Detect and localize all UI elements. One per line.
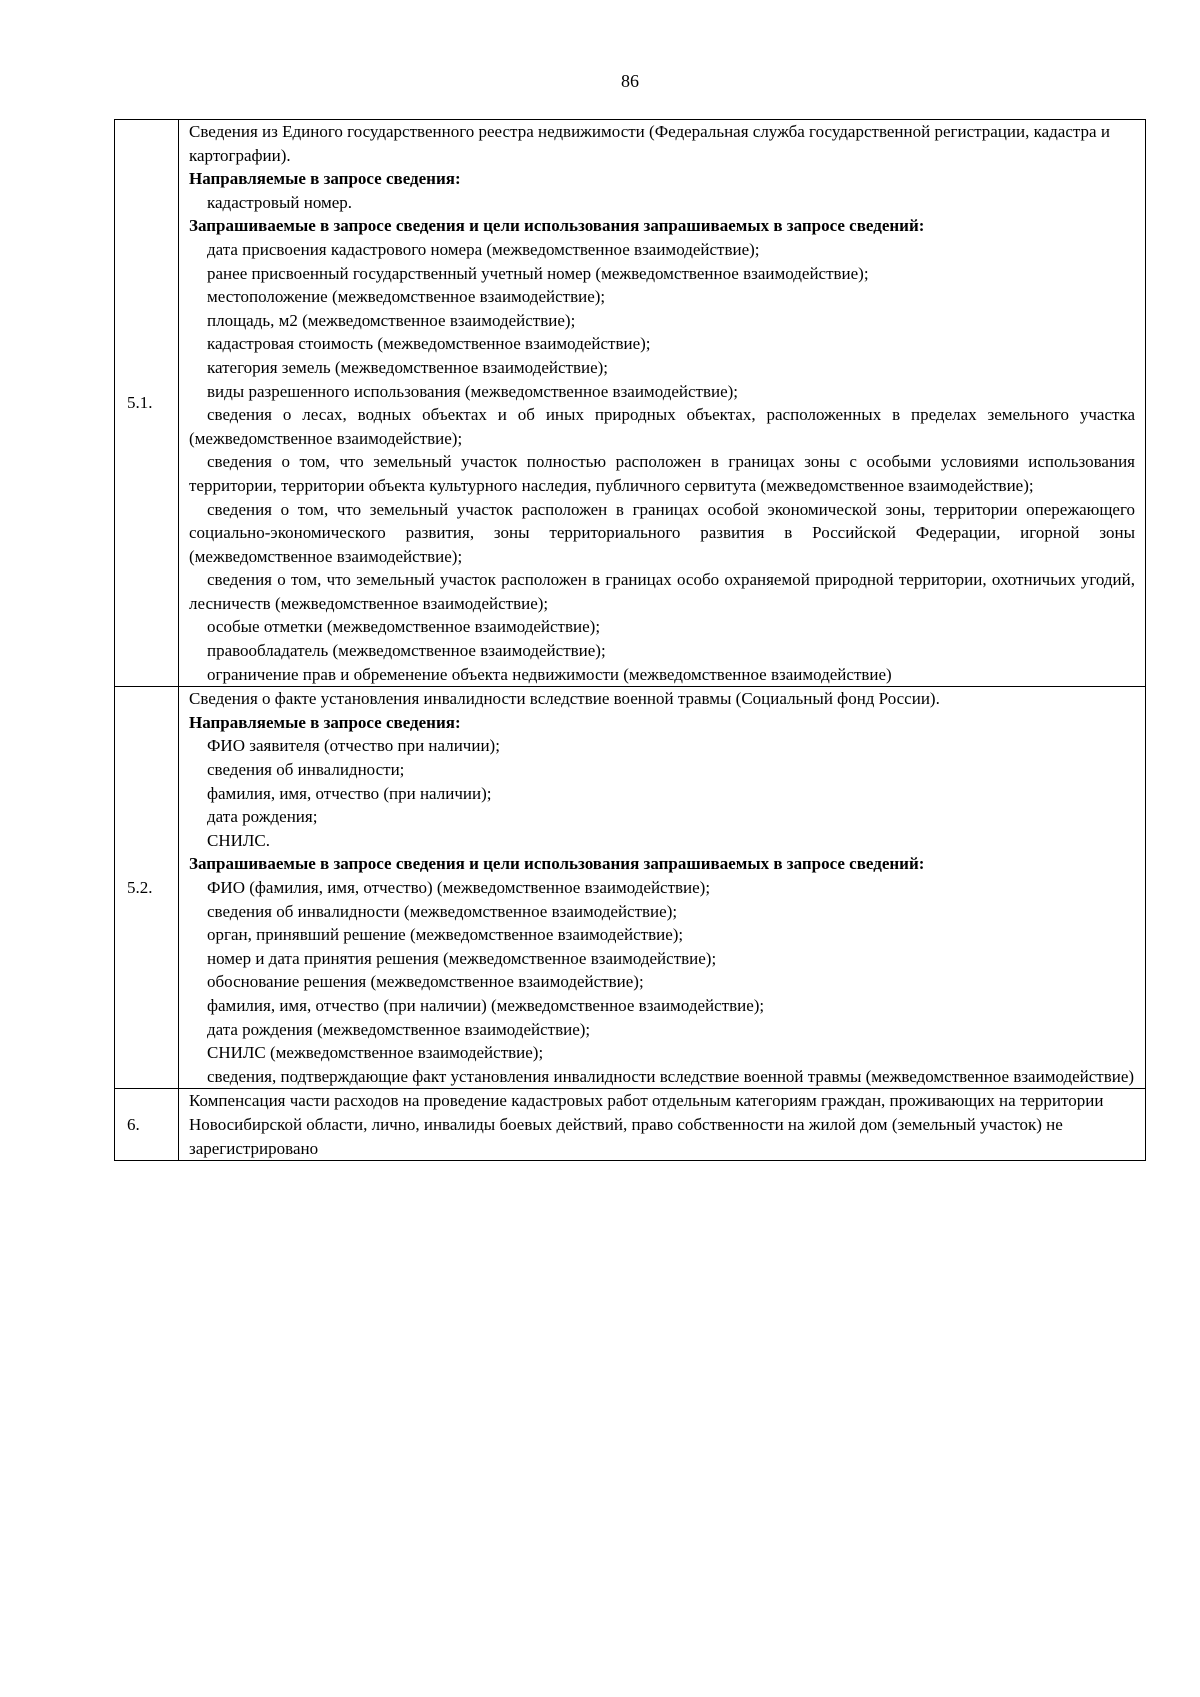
table-row — [115, 1089, 1146, 1161]
page-number: 86 — [621, 71, 639, 91]
list-item: кадастровый номер. — [207, 192, 353, 212]
paragraph: Сведения из Единого государственного реестра недвижимости (Федеральная служба государственной регистрации, кадастра и картографии). — [189, 122, 1110, 165]
list-item: сведения о том, что земельный участок расположен в границах особо охраняемой природной территории, охотничьих угодий, лесничеств (межведомственное взаимодействие); — [189, 570, 1135, 613]
section-heading: Направляемые в запросе сведения: — [189, 712, 461, 732]
row-content — [179, 120, 1146, 687]
row-number: 6. — [115, 1089, 179, 1161]
section-heading: Запрашиваемые в запросе сведения и цели использования запрашиваемых в запросе сведений: — [189, 854, 925, 874]
row-content — [179, 1089, 1146, 1161]
list-item: ФИО (фамилия, имя, отчество) (межведомственное взаимодействие); — [207, 878, 711, 897]
list-item: особые отметки (межведомственное взаимодействие); — [207, 617, 601, 637]
table-row — [115, 687, 1146, 1089]
row-number: 5.1. — [115, 120, 179, 687]
list-item: сведения о том, что земельный участок расположен в границах особой экономической зоны, территории опережающего социально-экономического развития, зоны территориального развития в Российской Федерации, игорной зоны (межведомственное взаимодействие); — [189, 499, 1135, 566]
list-item: категория земель (межведомственное взаимодействие); — [207, 357, 609, 377]
table-row — [115, 120, 1146, 687]
document-table — [114, 119, 1146, 1161]
list-item: сведения о том, что земельный участок полностью расположен в границах зоны с особыми условиями использования территории, территории объекта культурного наследия, публичного сервитута (межведомственное взаимодействие); — [189, 452, 1135, 495]
row-number: 5.2. — [115, 687, 179, 1089]
list-item: сведения об инвалидности; — [207, 760, 405, 780]
list-item: обоснование решения (межведомственное взаимодействие); — [207, 972, 644, 992]
list-item: орган, принявший решение (межведомственное взаимодействие); — [207, 925, 684, 945]
list-item: ФИО заявителя (отчество при наличии); — [207, 736, 500, 756]
list-item: местоположение (межведомственное взаимодействие); — [207, 287, 606, 307]
list-item: виды разрешенного использования (межведомственное взаимодействие); — [207, 381, 739, 401]
list-item: СНИЛС (межведомственное взаимодействие); — [207, 1043, 544, 1063]
list-item: площадь, м2 (межведомственное взаимодействие); — [207, 310, 576, 330]
list-item: кадастровая стоимость (межведомственное взаимодействие); — [207, 334, 651, 354]
row-content — [179, 687, 1146, 1089]
list-item: дата рождения (межведомственное взаимодействие); — [207, 1019, 591, 1039]
list-item: сведения об инвалидности (межведомственное взаимодействие); — [207, 901, 678, 921]
paragraph: Сведения о факте установления инвалидности вследствие военной травмы (Социальный фонд России). — [189, 689, 940, 709]
list-item: номер и дата принятия решения (межведомственное взаимодействие); — [207, 948, 717, 968]
list-item: ограничение прав и обременение объекта недвижимости (межведомственное взаимодействие) — [207, 664, 892, 684]
section-heading: Запрашиваемые в запросе сведения и цели использования запрашиваемых в запросе сведений: — [189, 216, 925, 236]
list-item: сведения о лесах, водных объектах и об иных природных объектах, расположенных в пределах земельного участка (межведомственное взаимодействие); — [189, 405, 1135, 448]
list-item: правообладатель (межведомственное взаимодействие); — [207, 641, 606, 661]
list-item: дата присвоения кадастрового номера (межведомственное взаимодействие); — [207, 239, 760, 259]
list-item: ранее присвоенный государственный учетный номер (межведомственное взаимодействие); — [207, 263, 869, 283]
list-item: фамилия, имя, отчество (при наличии); — [207, 783, 492, 803]
paragraph: Компенсация части расходов на проведение кадастровых работ отдельным категориям граждан, проживающих на территории Новосибирской области, лично, инвалиды боевых действий, право собственности на жилой дом (земельный участок) не зарегистрировано — [189, 1091, 1104, 1158]
list-item: фамилия, имя, отчество (при наличии) (межведомственное взаимодействие); — [207, 995, 765, 1015]
list-item: СНИЛС. — [207, 830, 271, 850]
list-item: дата рождения; — [207, 807, 318, 827]
section-heading: Направляемые в запросе сведения: — [189, 169, 461, 189]
list-item: сведения, подтверждающие факт установления инвалидности вследствие военной травмы (межведомственное взаимодействие) — [207, 1066, 1135, 1086]
